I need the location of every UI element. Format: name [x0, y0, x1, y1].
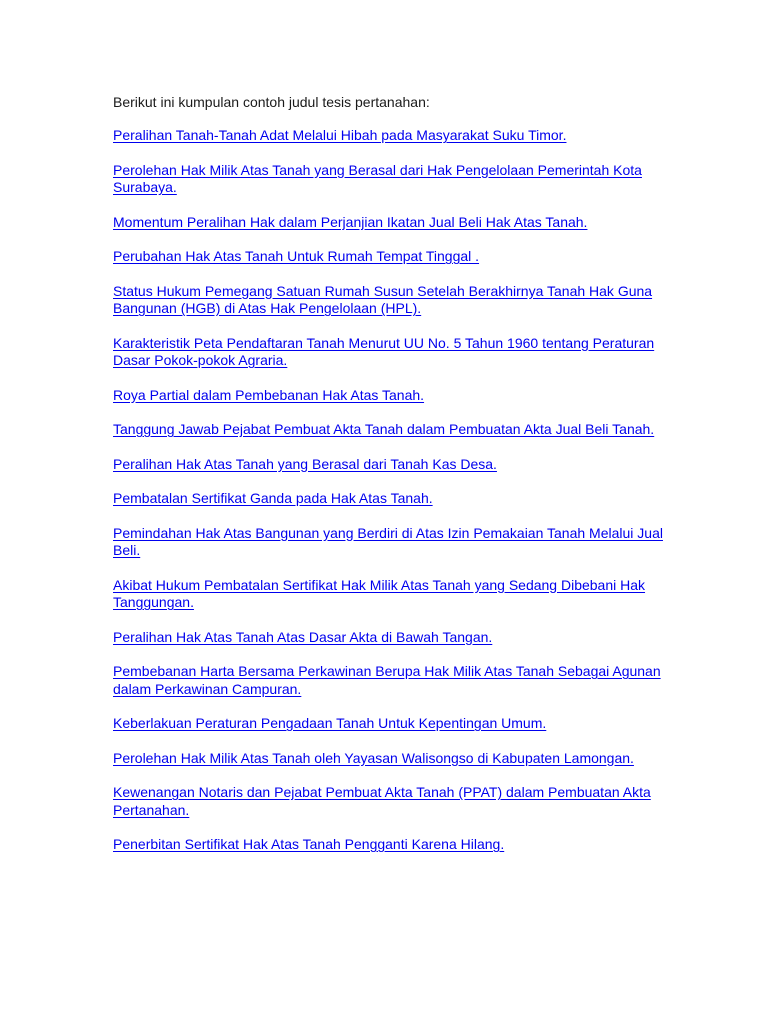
- thesis-title-link[interactable]: Status Hukum Pemegang Satuan Rumah Susun Setelah Berakhirnya Tanah Hak Guna Bangunan (HGB) di Atas Hak Pengelolaan (HPL).: [113, 282, 653, 316]
- list-item: [113, 525, 673, 560]
- list-item: [113, 577, 673, 612]
- thesis-title-link[interactable]: Peralihan Hak Atas Tanah yang Berasal dari Tanah Kas Desa.: [113, 455, 497, 472]
- thesis-title-link[interactable]: Pembatalan Sertifikat Ganda pada Hak Atas Tanah.: [113, 490, 433, 506]
- thesis-title-link[interactable]: Penerbitan Sertifikat Hak Atas Tanah Pengganti Karena Hilang.: [113, 836, 505, 852]
- thesis-title-list: [113, 127, 673, 854]
- document-page: [113, 93, 673, 871]
- list-item: [113, 784, 673, 819]
- list-item: [113, 421, 673, 439]
- thesis-title-link[interactable]: Roya Partial dalam Pembebanan Hak Atas Tanah.: [113, 386, 425, 403]
- list-item: [113, 663, 673, 698]
- thesis-title-link[interactable]: Pemindahan Hak Atas Bangunan yang Berdiri di Atas Izin Pemakaian Tanah Melalui Jual Beli.: [113, 524, 663, 558]
- list-item: [113, 335, 673, 370]
- thesis-title-link[interactable]: Karakteristik Peta Pendaftaran Tanah Menurut UU No. 5 Tahun 1960 tentang Peraturan Dasar Pokok-pokok Agraria.: [113, 334, 655, 368]
- thesis-title-link[interactable]: Tanggung Jawab Pejabat Pembuat Akta Tanah dalam Pembuatan Akta Jual Beli Tanah.: [113, 421, 655, 437]
- thesis-title-link[interactable]: Kewenangan Notaris dan Pejabat Pembuat Akta Tanah (PPAT) dalam Pembuatan Akta Pertanahan.: [113, 784, 651, 818]
- thesis-title-link[interactable]: Keberlakuan Peraturan Pengadaan Tanah Untuk Kepentingan Umum.: [113, 715, 547, 731]
- list-item: [113, 283, 673, 318]
- thesis-title-link[interactable]: Perubahan Hak Atas Tanah Untuk Rumah Tempat Tinggal .: [113, 248, 480, 264]
- list-item: [113, 629, 673, 647]
- list-item: [113, 750, 673, 768]
- thesis-title-link[interactable]: Peralihan Tanah-Tanah Adat Melalui Hibah pada Masyarakat Suku Timor.: [113, 127, 567, 143]
- list-item: [113, 127, 673, 145]
- thesis-title-link[interactable]: Peralihan Hak Atas Tanah Atas Dasar Akta di Bawah Tangan.: [113, 628, 493, 645]
- thesis-title-link[interactable]: Perolehan Hak Milik Atas Tanah oleh Yayasan Walisongso di Kabupaten Lamongan.: [113, 749, 634, 766]
- thesis-title-link[interactable]: Akibat Hukum Pembatalan Sertifikat Hak Milik Atas Tanah yang Sedang Dibebani Hak Tanggungan.: [113, 576, 646, 610]
- list-item: [113, 248, 673, 266]
- list-item: [113, 715, 673, 733]
- list-item: [113, 836, 673, 854]
- list-item: [113, 387, 673, 405]
- list-item: [113, 162, 673, 197]
- intro-text: Berikut ini kumpulan contoh judul tesis pertanahan:: [113, 94, 430, 110]
- list-item: [113, 490, 673, 508]
- list-item: [113, 214, 673, 232]
- thesis-title-link[interactable]: Pembebanan Harta Bersama Perkawinan Berupa Hak Milik Atas Tanah Sebagai Agunan dalam Perkawinan Campuran.: [113, 663, 661, 697]
- list-item: [113, 456, 673, 474]
- thesis-title-link[interactable]: Momentum Peralihan Hak dalam Perjanjian Ikatan Jual Beli Hak Atas Tanah.: [113, 213, 588, 230]
- thesis-title-link[interactable]: Perolehan Hak Milik Atas Tanah yang Berasal dari Hak Pengelolaan Pemerintah Kota Surabaya.: [113, 161, 642, 195]
